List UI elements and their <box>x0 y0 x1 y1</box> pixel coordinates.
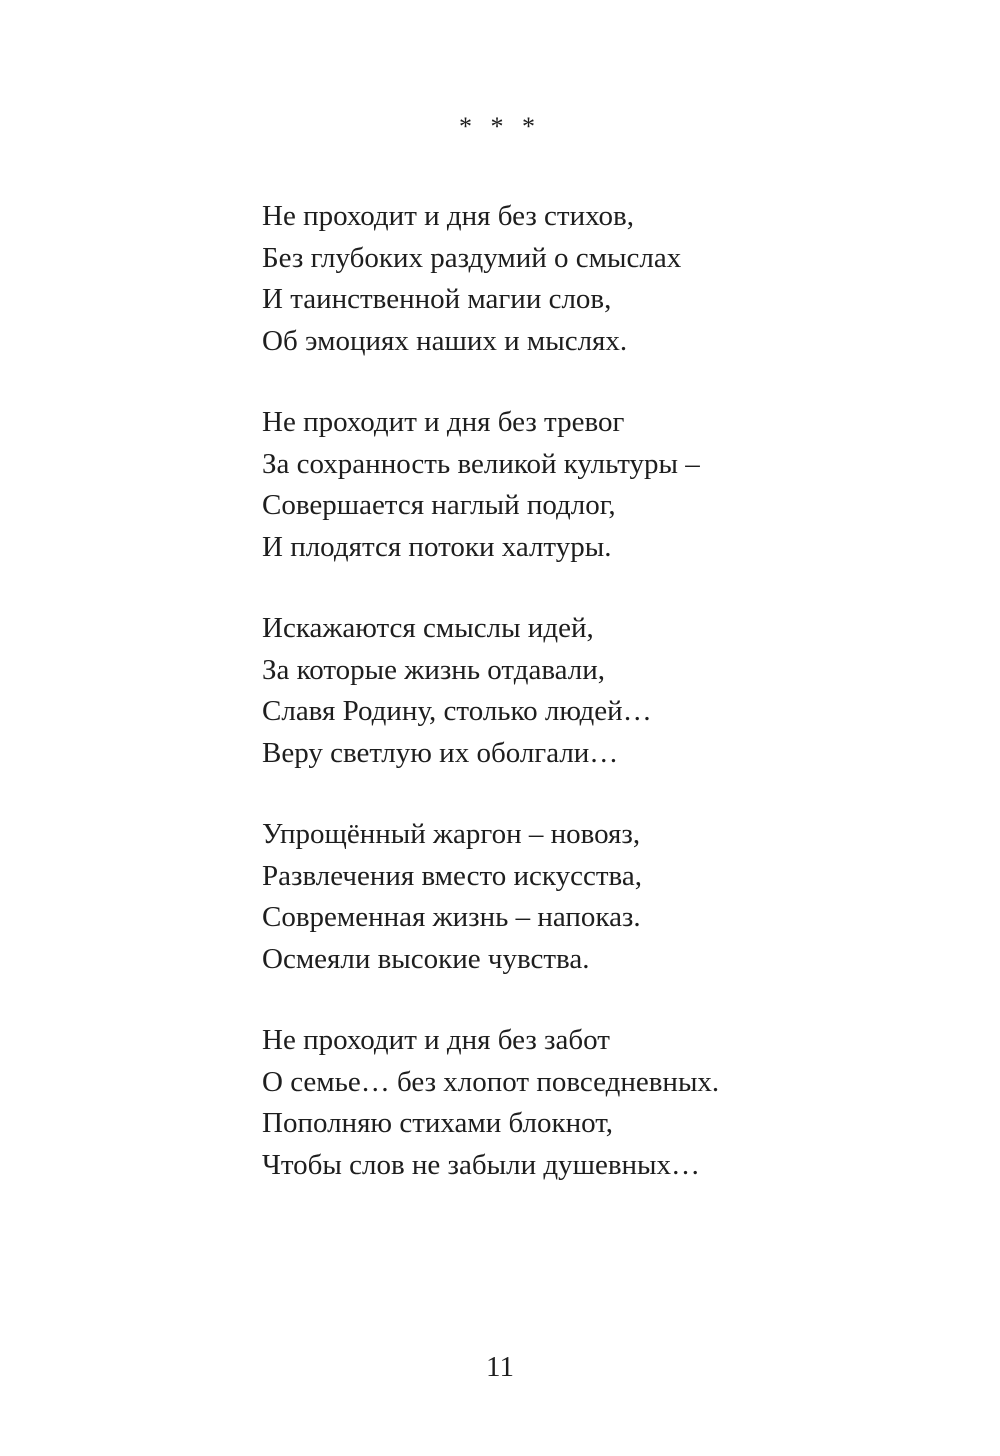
poem-line: Об эмоциях наших и мыслях. <box>262 324 628 357</box>
poem-line: Не проходит и дня без забот <box>262 1024 610 1056</box>
poem-line: Осмеяли высокие чувства. <box>262 942 590 975</box>
poem-line: Пополняю стихами блокнот, <box>262 1107 613 1139</box>
poem-line: И плодятся потоки халтуры. <box>262 530 612 563</box>
stanza-4 <box>262 814 942 980</box>
poem-line: Не проходит и дня без тревог <box>262 406 625 438</box>
stanza-5 <box>262 1020 942 1186</box>
poem-line: Развлечения вместо искусства, <box>262 859 642 892</box>
poem-line: Современная жизнь – напоказ. <box>262 901 641 933</box>
poem-line: О семье… без хлопот повседневных. <box>262 1065 720 1098</box>
poem-line: Упрощённый жаргон – новояз, <box>262 818 641 850</box>
stanza-separator: * * * <box>459 112 541 141</box>
poem-line: За сохранность великой культуры – <box>262 447 700 480</box>
stanza-1 <box>262 196 942 362</box>
poem-line: Без глубоких раздумий о смыслах <box>262 241 682 274</box>
poem-line: Веру светлую их оболгали… <box>262 736 619 769</box>
stanza-3 <box>262 608 942 774</box>
poem-line: Славя Родину, столько людей… <box>262 695 652 727</box>
poem <box>262 196 942 1226</box>
poem-line: Искажаются смыслы идей, <box>262 612 594 644</box>
poem-line: И таинственной магии слов, <box>262 283 612 315</box>
poem-line: Не проходит и дня без стихов, <box>262 200 634 232</box>
stanza-2 <box>262 402 942 568</box>
poem-line: За которые жизнь отдавали, <box>262 653 606 686</box>
poem-line: Чтобы слов не забыли душевных… <box>262 1148 701 1181</box>
poem-line: Совершается наглый подлог, <box>262 489 616 521</box>
page-number: 11 <box>486 1351 514 1383</box>
